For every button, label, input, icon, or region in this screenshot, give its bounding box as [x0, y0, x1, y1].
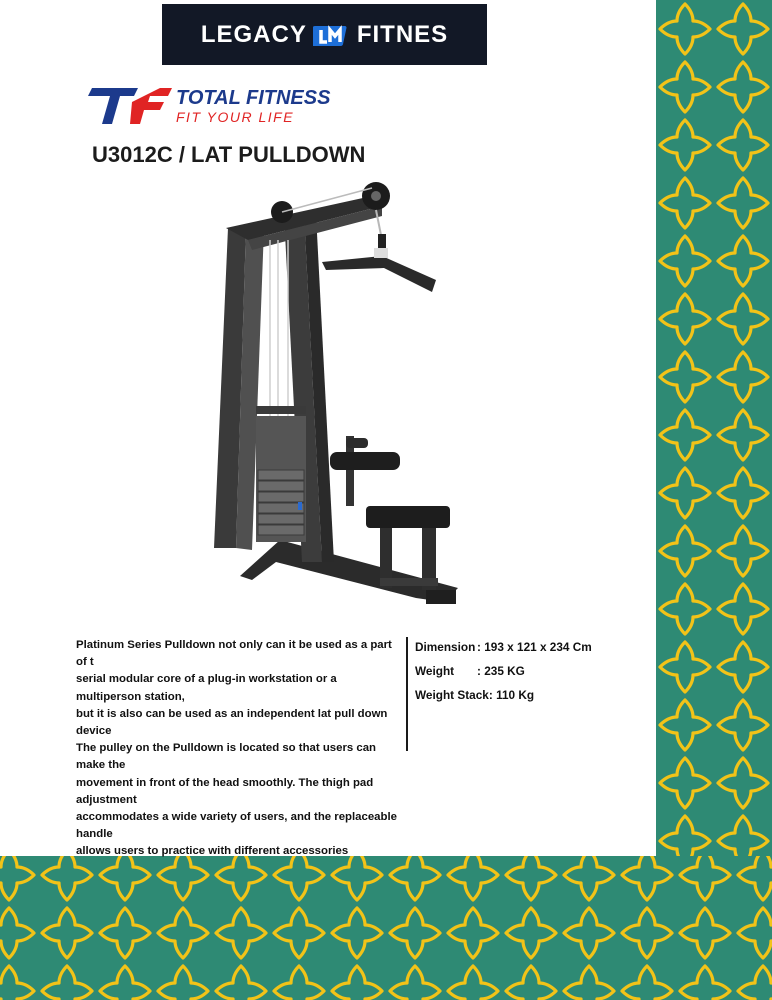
lat-pulldown-machine-icon [186, 170, 476, 615]
legacy-brand-left: LEGACY [200, 20, 307, 48]
decorative-pattern-bottom [0, 856, 772, 1000]
decorative-pattern-right [656, 0, 772, 856]
description-line: accommodates a wide variety of users, and the replaceable handle [76, 811, 397, 841]
spec-value: : 235 KG [477, 664, 525, 678]
description-line: movement in front of the head smoothly. The thigh pad adjustment [76, 776, 374, 806]
product-description [76, 637, 402, 861]
legacy-fitness-banner [162, 4, 487, 65]
spec-divider [406, 637, 408, 751]
product-title: U3012C / LAT PULLDOWN [92, 142, 366, 167]
description-line: The pulley on the Pulldown is located so that users can make the [76, 742, 377, 772]
description-line: serial modular core of a plug-in workstation or a multiperson station, [76, 673, 337, 703]
total-fitness-brand: TOTAL FITNESS [176, 87, 331, 109]
legacy-brand-right: FITNES [356, 20, 449, 48]
spec-label: Dimension [415, 640, 476, 654]
spec-label: Weight Stack [415, 688, 489, 702]
spec-label: Weight [415, 664, 455, 678]
legacy-logo-icon [313, 16, 351, 54]
description-line: but it is also can be used as an independent lat pull down device [76, 707, 388, 738]
spec-row-dimension [415, 640, 655, 664]
description-line: Platinum Series Pulldown not only can it be used as a part of t [76, 639, 392, 669]
spec-value: : 193 x 121 x 234 Cm [477, 640, 592, 654]
total-fitness-tagline: FIT YOUR LIFE [176, 109, 295, 125]
spec-row-weight-stack [415, 688, 655, 712]
description-line: allows users to practice with different accessories [76, 845, 349, 858]
spec-row-weight [415, 664, 655, 688]
spec-table [415, 640, 655, 712]
spec-value: : 110 Kg [488, 688, 535, 702]
